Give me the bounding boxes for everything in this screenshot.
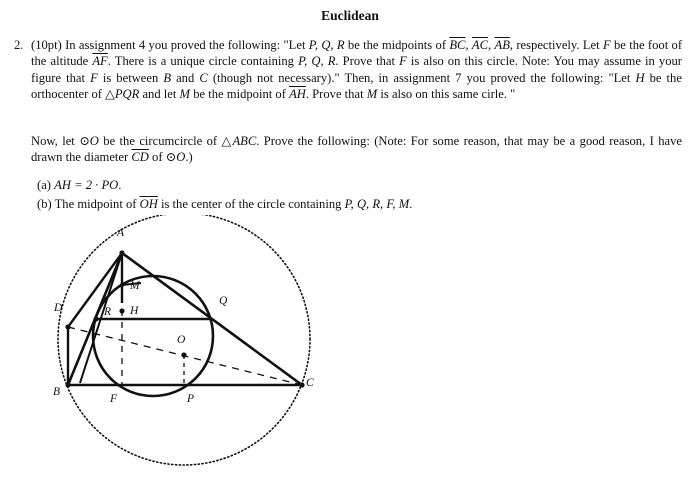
label-o: O — [177, 334, 186, 346]
text-run: be the circumcircle of △ — [103, 134, 233, 148]
geometry-figure — [0, 215, 700, 496]
math-var: F — [399, 54, 407, 69]
label-q: Q — [219, 295, 228, 307]
text-run: and let — [142, 87, 177, 102]
text-run: be the midpoint of — [193, 87, 286, 102]
segment-af: $\overline{AF}$ — [92, 54, 108, 69]
point-c — [299, 382, 304, 387]
problem-statement — [14, 37, 682, 103]
label-m: M — [130, 280, 140, 292]
text-run: In assignment 4 you proved the following: "Let — [65, 38, 306, 52]
math-var: O — [89, 134, 99, 148]
segment-ab: $\overline{AB}$ — [494, 38, 510, 52]
text-run: . Prove that — [305, 87, 364, 102]
math-var: F — [90, 70, 98, 85]
text-run: . Prove that — [335, 54, 396, 69]
text-run: of ⊙ — [152, 150, 177, 165]
segment-bc: $\overline{BC}$ — [449, 38, 466, 52]
math-var: ABC — [232, 134, 257, 148]
math-var: M — [179, 87, 191, 102]
problem-body: (10pt) In assignment 4 you proved the following: "Let P, Q, R be the midpoints of $\overline{BC}$, $\overline{AC}$, $\overline{AB}$, respectively. Let F be the foot of the altitude $\overline{AF}$. There is a unique circle containing P, Q, R. Prove that F is also on this circle. Note: You may assume in your figure that F is between B and C (though not necessary)." Then, in assignment 7 you proved the following: "Let H be the orthocenter of △PQR and let M be the midpoint of $\overline{AH}$. Prove that M is also on this same cirle. " — [31, 38, 683, 102]
point-r — [93, 316, 98, 321]
math-var: PQR — [114, 87, 140, 102]
text-run: is between — [102, 70, 159, 85]
text-run: . Prove the following: (Note: For some reason, that may be a good reason, I have drawn the diameter — [31, 134, 682, 165]
math-var: P, Q, R — [298, 54, 336, 69]
math-var: F — [602, 38, 611, 52]
text-run: (though not necessary)." Then, in assignment 7 you proved the following: "Let — [212, 70, 631, 85]
point-a — [119, 250, 124, 255]
part-a — [37, 176, 412, 195]
math-var: P, Q, R, F, M — [344, 197, 410, 211]
text-run: is also on this same cirle. " — [380, 87, 516, 102]
part-a-math: AH = 2 · PO — [54, 178, 119, 192]
text-run: , respectively. Let — [509, 38, 600, 52]
text-run: . — [409, 197, 413, 211]
text-run: be the midpoints of — [347, 38, 447, 52]
math-var: B — [163, 70, 172, 85]
part-b — [37, 195, 412, 214]
point-o — [181, 352, 186, 357]
math-var: H — [635, 70, 645, 85]
label-c: C — [306, 377, 314, 389]
text-run: be the orthocenter of △ — [31, 70, 682, 102]
text-run: is also on this circle. Note: You may assume in your figure that — [31, 54, 682, 85]
label-h: H — [130, 305, 139, 317]
text-run: .) — [185, 150, 193, 165]
text-run: . There is a unique circle containing — [107, 54, 294, 69]
text-run: The midpoint of — [54, 197, 137, 211]
label-r: R — [104, 306, 112, 318]
part-label: (b) — [37, 197, 52, 211]
text-run: Now, let ⊙ — [31, 134, 90, 148]
label-f: F — [110, 393, 118, 405]
text-run: is the center of the circle containing — [160, 197, 342, 211]
math-var: M — [366, 87, 378, 102]
text-run: . — [118, 178, 122, 192]
math-var: C — [199, 70, 208, 85]
point-b — [65, 382, 70, 387]
problem-number: 2. — [14, 38, 24, 52]
nine-point-circle — [93, 276, 213, 396]
label-a: A — [117, 227, 125, 239]
point-m — [120, 283, 124, 287]
point-d — [65, 324, 70, 329]
text-run: and — [176, 70, 195, 85]
label-d: D — [54, 302, 63, 314]
page-title: Euclidean — [321, 8, 379, 23]
segment-cd: $\overline{CD}$ — [131, 150, 149, 165]
now-paragraph — [31, 133, 682, 166]
part-label: (a) — [37, 178, 51, 192]
point-h — [119, 308, 124, 313]
problem-points: (10pt) — [31, 38, 62, 52]
label-b: B — [53, 386, 61, 398]
segment-ah: $\overline{AH}$ — [289, 87, 306, 102]
math-var: O — [176, 150, 186, 165]
parts-list — [37, 176, 412, 214]
text-run: be the foot of the altitude — [31, 38, 683, 69]
segment-ac: $\overline{AC}$ — [471, 38, 489, 52]
label-p: P — [187, 393, 195, 405]
segment-oh: $\overline{OH}$ — [139, 197, 158, 211]
math-var: P, Q, R — [308, 38, 345, 52]
